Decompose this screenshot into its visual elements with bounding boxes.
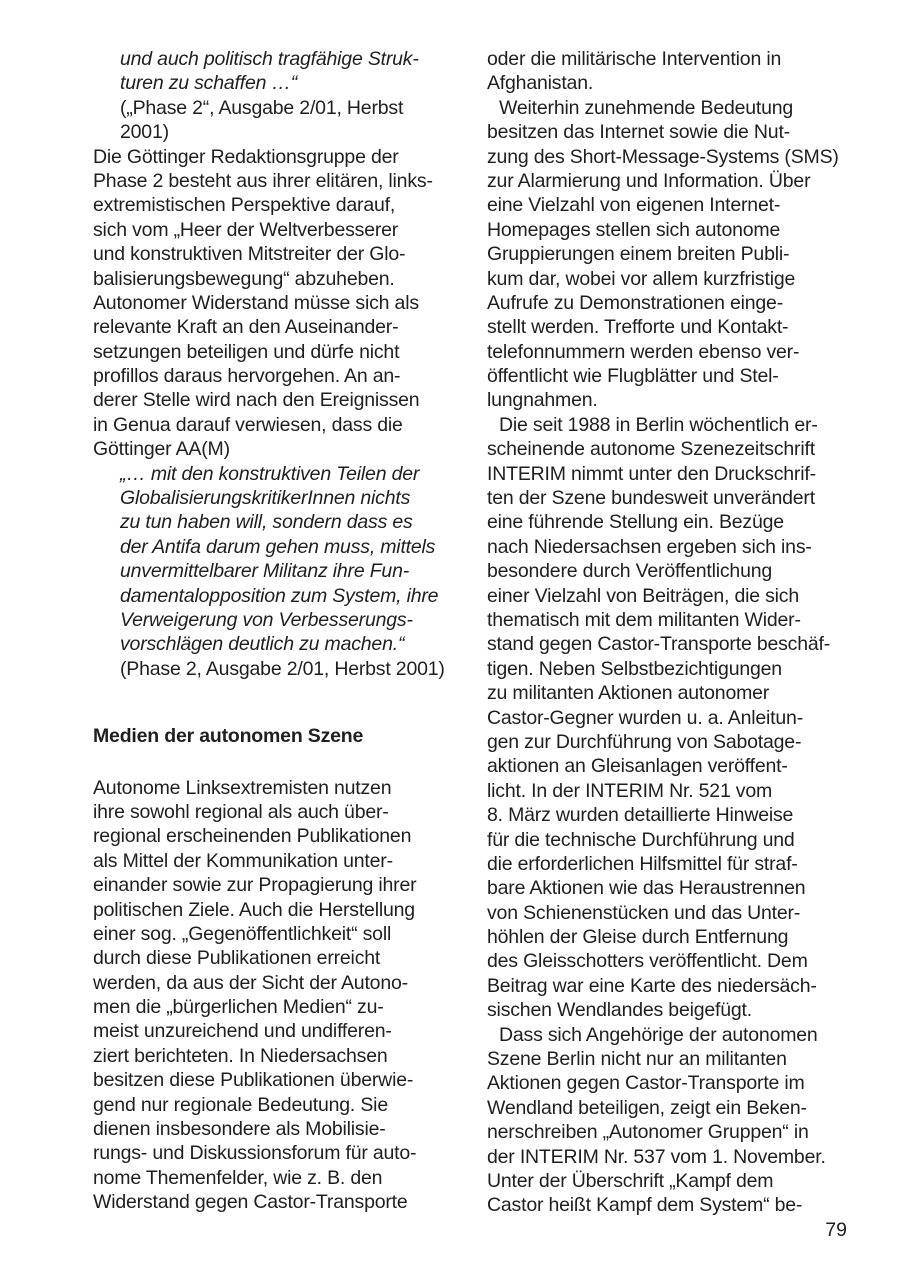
page-number: 79 [825, 1219, 847, 1241]
text-line: INTERIM nimmt unter den Druckschrif- [487, 462, 816, 485]
text-line: Autonomer Widerstand müsse sich als [93, 291, 419, 314]
text-line: lungnahmen. [487, 389, 598, 412]
text-line: men die „bürgerlichen Medien“ zu- [93, 996, 384, 1019]
text-line: gen zur Durchführung von Sabotage- [487, 730, 802, 753]
text-line: Wendland beteiligen, zeigt ein Beken- [487, 1096, 807, 1119]
block-quote [93, 462, 475, 657]
paragraph [487, 413, 859, 1023]
text-line: Aufrufe zu Demonstrationen einge- [487, 291, 783, 314]
text-line: nome Themenfelder, wie z. B. den [93, 1166, 383, 1189]
text-line: GlobalisierungskritikerInnen nichts [120, 487, 411, 510]
text-line: sischen Wendlandes beigefügt. [487, 999, 753, 1022]
paragraph [487, 1023, 859, 1218]
text-line: Castor heißt Kampf dem System“ be- [487, 1194, 803, 1217]
text-line: ziert berichteten. In Niedersachsen [93, 1044, 388, 1067]
text-line: zur Alarmierung und Information. Über [487, 169, 811, 192]
text-line: „… mit den konstruktiven Teilen der [120, 462, 420, 485]
text-line: höhlen der Gleise durch Entfernung [487, 926, 789, 949]
text-line: nach Niedersachsen ergeben sich ins- [487, 535, 812, 558]
text-line: der INTERIM Nr. 537 vom 1. November. [487, 1145, 826, 1168]
text-line: Afghanistan. [487, 72, 594, 95]
paragraph [487, 47, 859, 96]
text-line: dienen insbesondere als Mobilisie- [93, 1118, 386, 1141]
text-line: Autonome Linksextremisten nutzen [93, 776, 392, 799]
text-line: eine Vielzahl von eigenen Internet- [487, 194, 781, 217]
text-line: licht. In der INTERIM Nr. 521 vom [487, 779, 773, 802]
text-line: Medien der autonomen Szene [93, 725, 364, 748]
text-line: für die technische Durchführung und [487, 828, 795, 851]
text-line: in Genua darauf verwiesen, dass die [93, 413, 403, 436]
text-line: als Mittel der Kommunikation unter- [93, 849, 393, 872]
text-line: und konstruktiven Mitstreiter der Glo- [93, 243, 406, 266]
text-line: einer Vielzahl von Beiträgen, die sich [487, 584, 800, 607]
text-line: telefonnummern werden ebenso ver- [487, 340, 800, 363]
text-line: Beitrag war eine Karte des niedersäch- [487, 974, 817, 997]
text-line: 8. März wurden detaillierte Hinweise [487, 804, 794, 827]
text-line: Homepages stellen sich autonome [487, 218, 781, 241]
text-line: extremistischen Perspektive darauf, [93, 194, 396, 217]
paragraph [487, 96, 859, 413]
text-line: regional erscheinenden Publikationen [93, 825, 412, 848]
text-line: einander sowie zur Propagierung ihrer [93, 874, 417, 897]
text-line: meist unzureichend und undifferen- [93, 1020, 392, 1043]
text-line: tigen. Neben Selbstbezichtigungen [487, 657, 782, 680]
right-column [487, 47, 859, 1218]
text-line: und auch politisch tragfähige Struk- [120, 48, 419, 70]
text-line: aktionen an Gleisanlagen veröffent- [487, 755, 788, 778]
text-line: von Schienenstücken und das Unter- [487, 901, 801, 924]
text-line: derer Stelle wird nach den Ereignissen [93, 389, 420, 412]
text-line: Die Göttinger Redaktionsgruppe der [93, 145, 399, 168]
text-line: besitzen diese Publikationen überwie- [93, 1069, 414, 1092]
text-line: vorschlägen deutlich zu machen.“ [120, 633, 405, 656]
text-line: Die seit 1988 in Berlin wöchentlich er- [499, 413, 818, 436]
text-line: 2001) [120, 121, 169, 144]
text-line: Gruppierungen einem breiten Publi- [487, 243, 790, 266]
text-line: Verweigerung von Verbesserungs- [120, 608, 413, 631]
text-line: werden, da aus der Sicht der Autono- [93, 971, 408, 994]
text-line: ihre sowohl regional als auch über- [93, 800, 389, 823]
text-line: einer sog. „Gegenöffentlichkeit“ soll [93, 922, 392, 945]
text-line: eine führende Stellung ein. Bezüge [487, 511, 784, 534]
text-line: öffentlicht wie Flugblätter und Stel- [487, 365, 779, 388]
left-column [93, 47, 475, 1215]
text-line: oder die militärische Intervention in [487, 48, 782, 70]
text-line: profillos daraus hervorgehen. An an- [93, 365, 401, 388]
text-line: unvermittelbarer Militanz ihre Fun- [120, 560, 410, 583]
text-line: zu tun haben will, sondern dass es [120, 511, 413, 534]
text-line: stellt werden. Trefforte und Kontakt- [487, 316, 789, 339]
source-citation [93, 657, 475, 681]
text-line: ten der Szene bundesweit unverändert [487, 487, 815, 510]
text-line: thematisch mit dem militanten Wider- [487, 608, 801, 631]
paragraph [93, 776, 475, 1215]
text-line: nerschreiben „Autonomer Gruppen“ in [487, 1121, 809, 1144]
text-line: zu militanten Aktionen autonomer [487, 682, 770, 705]
text-line: Szene Berlin nicht nur an militanten [487, 1048, 787, 1071]
text-line: die erforderlichen Hilfsmittel für straf- [487, 852, 798, 875]
section-heading [93, 724, 475, 748]
text-line: (Phase 2, Ausgabe 2/01, Herbst 2001) [120, 657, 445, 680]
text-line: sich vom „Heer der Weltverbesserer [93, 218, 399, 241]
text-line: damentalopposition zum System, ihre [120, 584, 439, 607]
block-quote [93, 47, 475, 96]
text-line: Weiterhin zunehmende Bedeutung [499, 96, 794, 119]
text-line: relevante Kraft an den Auseinander- [93, 316, 399, 339]
text-line: Dass sich Angehörige der autonomen [499, 1023, 818, 1046]
text-line: Castor-Gegner wurden u. a. Anleitun- [487, 706, 803, 729]
text-line: balisierungsbewegung“ abzuheben. [93, 267, 395, 290]
text-line: Unter der Überschrift „Kampf dem [487, 1169, 774, 1192]
text-line: gend nur regionale Bedeutung. Sie [93, 1093, 388, 1116]
text-line: setzungen beteiligen und dürfe nicht [93, 340, 400, 363]
text-line: besitzen das Internet sowie die Nut- [487, 121, 790, 144]
text-line: des Gleisschotters veröffentlicht. Dem [487, 950, 808, 973]
text-line: der Antifa darum gehen muss, mittels [120, 535, 436, 558]
text-line: kum dar, wobei vor allem kurzfristige [487, 267, 796, 290]
text-line: Aktionen gegen Castor-Transporte im [487, 1072, 805, 1095]
paragraph [93, 145, 475, 462]
text-line: bare Aktionen wie das Heraustrennen [487, 877, 806, 900]
text-line: zung des Short-Message-Systems (SMS) [487, 145, 839, 168]
text-line: durch diese Publikationen erreicht [93, 947, 381, 970]
text-line: rungs- und Diskussionsforum für auto- [93, 1142, 417, 1165]
text-line: politischen Ziele. Auch die Herstellung [93, 898, 415, 921]
text-line: Widerstand gegen Castor-Transporte [93, 1191, 408, 1214]
text-line: Phase 2 besteht aus ihrer elitären, links- [93, 169, 433, 192]
source-citation [93, 96, 475, 145]
text-line: turen zu schaffen …“ [120, 72, 298, 95]
text-line: stand gegen Castor-Transporte beschäf- [487, 633, 831, 656]
text-line: besondere durch Veröffentlichung [487, 560, 773, 583]
text-line: Göttinger AA(M) [93, 438, 230, 461]
text-line: scheinende autonome Szenezeitschrift [487, 438, 815, 461]
text-line: („Phase 2“, Ausgabe 2/01, Herbst [120, 96, 404, 119]
